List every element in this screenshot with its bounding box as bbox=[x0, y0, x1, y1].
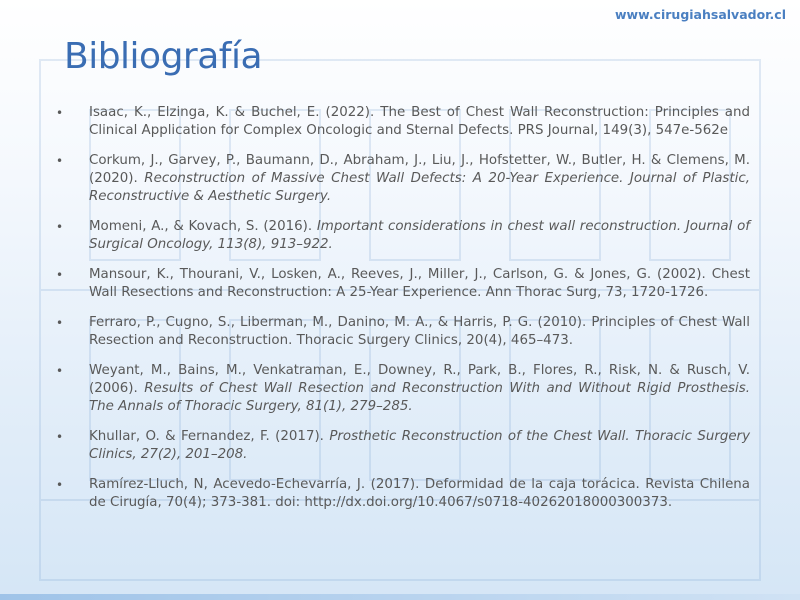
reference-item-8 bbox=[56, 476, 750, 512]
bottom-accent-bar bbox=[0, 594, 800, 600]
reference-italic-text: Important considerations in chest wall reconstruction. Journal of Surgical Oncology, 113(8), 913–922. bbox=[89, 219, 750, 252]
bullet-icon: • bbox=[56, 316, 64, 330]
bullet-icon: • bbox=[56, 268, 64, 282]
reference-text: Weyant, M., Bains, M., Venkatraman, E., Downey, R., Park, B., Flores, R., Risk, N. & Rusch, V. (2006). bbox=[89, 363, 750, 396]
reference-text: Khullar, O. & Fernandez, F. (2017). bbox=[89, 429, 330, 444]
bullet-icon: • bbox=[56, 106, 64, 120]
reference-italic-text: Results of Chest Wall Resection and Reconstruction With and Without Rigid Prosthesis. The Annals of Thoracic Surgery, 81(1), 279–285. bbox=[89, 381, 750, 414]
reference-item-4 bbox=[56, 266, 750, 302]
reference-text: Mansour, K., Thourani, V., Losken, A., Reeves, J., Miller, J., Carlson, G. & Jones, G. (2002). Chest Wall Resections and Reconstruction: A 25-Year Experience. Ann Thorac Surg, 73, 1720-1726. bbox=[89, 267, 750, 300]
bullet-icon: • bbox=[56, 478, 64, 492]
reference-text: Momeni, A., & Kovach, S. (2016). bbox=[89, 219, 317, 234]
bullet-icon: • bbox=[56, 154, 64, 168]
bullet-icon: • bbox=[56, 220, 64, 234]
reference-italic-text: Reconstruction of Massive Chest Wall Defects: A 20-Year Experience. Journal of Plastic, Reconstructive & Aesthetic Surgery. bbox=[89, 171, 750, 204]
bullet-icon: • bbox=[56, 364, 64, 378]
reference-item-7 bbox=[56, 428, 750, 464]
website-url: www.cirugiahsalvador.cl bbox=[614, 7, 786, 22]
reference-item-5 bbox=[56, 314, 750, 350]
reference-text: Isaac, K., Elzinga, K. & Buchel, E. (2022). The Best of Chest Wall Reconstruction: Principles and Clinical Application for Complex Oncologic and Sternal Defects. PRS Journal, 149(3), 547e-562e bbox=[89, 105, 750, 138]
reference-text: Corkum, J., Garvey, P., Baumann, D., Abraham, J., Liu, J., Hofstetter, W., Butler, H. & Clemens, M. (2020). bbox=[89, 153, 750, 186]
reference-italic-text: Prosthetic Reconstruction of the Chest Wall. Thoracic Surgery Clinics, 27(2), 201–208. bbox=[89, 429, 750, 462]
reference-item-6 bbox=[56, 362, 750, 416]
reference-text: Ferraro, P., Cugno, S., Liberman, M., Danino, M. A., & Harris, P. G. (2010). Principles of Chest Wall Resection and Reconstruction. Thoracic Surgery Clinics, 20(4), 465–473. bbox=[89, 315, 750, 348]
reference-item-2 bbox=[56, 152, 750, 206]
bullet-icon: • bbox=[56, 430, 64, 444]
reference-item-1 bbox=[56, 104, 750, 140]
page-title: Bibliografía bbox=[64, 36, 263, 77]
reference-item-3 bbox=[56, 218, 750, 254]
reference-list bbox=[56, 104, 750, 524]
reference-text: Ramírez-Lluch, N, Acevedo-Echevarría, J. (2017). Deformidad de la caja torácica. Revista Chilena de Cirugía, 70(4); 373-381. doi: http://dx.doi.org/10.4067/s0718-40262018000300373. bbox=[89, 477, 750, 510]
